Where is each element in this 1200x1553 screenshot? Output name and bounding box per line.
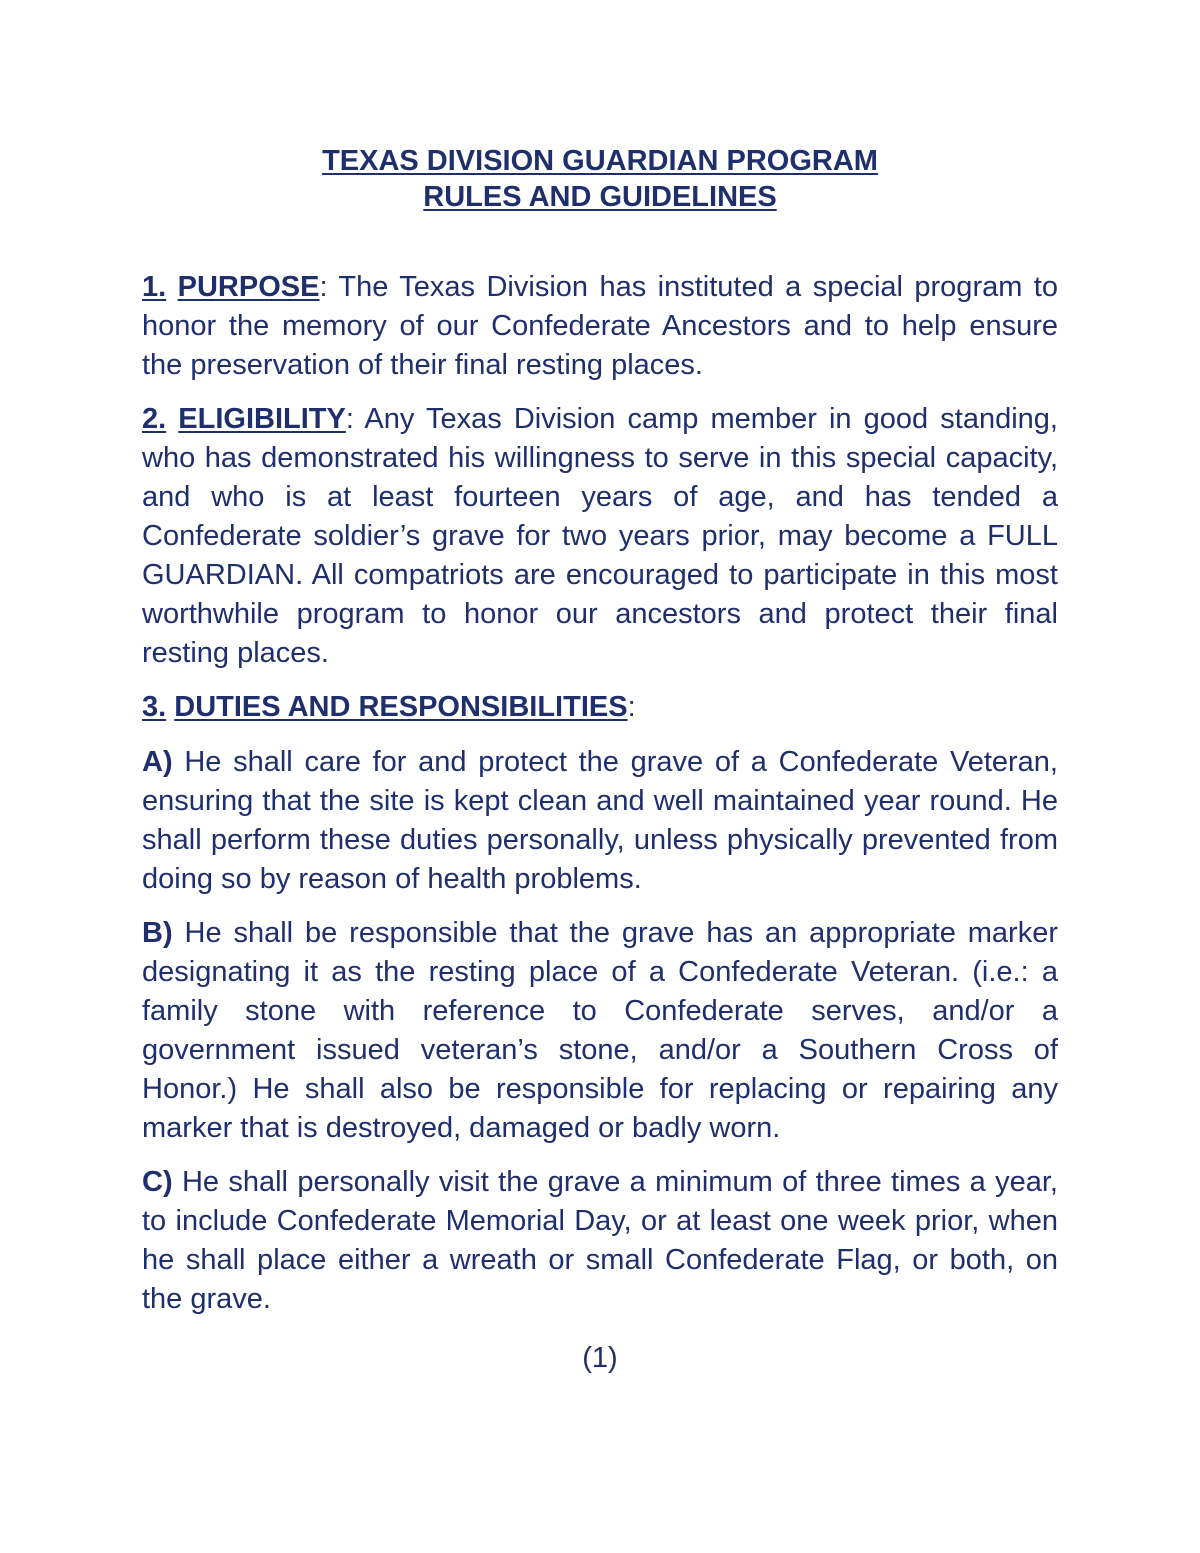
- section-number: 2.: [142, 403, 167, 435]
- section-separator: :: [345, 403, 354, 435]
- section-heading: DUTIES AND RESPONSIBILITIES: [174, 691, 628, 723]
- section-separator: :: [627, 691, 636, 723]
- section-eligibility: [142, 400, 1058, 673]
- duty-item-b: [142, 914, 1058, 1148]
- duty-item-label: C): [142, 1166, 173, 1198]
- page-number: (1): [582, 1342, 618, 1374]
- section-duties-heading: [142, 688, 1058, 727]
- duty-item-label: A): [142, 746, 173, 778]
- duty-item-text: He shall be responsible that the grave has an appropriate marker designating it as the resting place of a Confederate Veteran. (i.e.: a family stone with reference to Confederate serves, and/or a government issued veteran’s stone, and/or a Southern Cross of Honor.) He shall also be responsible for replacing or repairing any marker that is destroyed, damaged or badly worn.: [142, 917, 1058, 1144]
- document-title-line-1: TEXAS DIVISION GUARDIAN PROGRAM: [322, 145, 878, 177]
- section-number: 3.: [142, 691, 167, 723]
- section-heading: ELIGIBILITY: [178, 403, 346, 435]
- section-heading: PURPOSE: [177, 271, 320, 303]
- section-purpose: [142, 268, 1058, 385]
- section-number: 1.: [142, 271, 167, 303]
- duty-item-text: He shall care for and protect the grave of a Confederate Veteran, ensuring that the site is kept clean and well maintained year round. He shall perform these duties personally, unless physically prevented from doing so by reason of health problems.: [142, 746, 1058, 895]
- section-separator: :: [319, 271, 328, 303]
- duty-item-text: He shall personally visit the grave a minimum of three times a year, to include Confederate Memorial Day, or at least one week prior, when he shall place either a wreath or small Confederate Flag, or both, on the grave.: [142, 1166, 1058, 1315]
- section-text: Any Texas Division camp member in good standing, who has demonstrated his willingness to serve in this special capacity, and who is at least fourteen years of age, and has tended a Confederate soldier’s grave for two years prior, may become a FULL GUARDIAN. All compatriots are encouraged to participate in this most worthwhile program to honor our ancestors and protect their final resting places.: [142, 403, 1058, 669]
- duty-item-c: [142, 1163, 1058, 1319]
- section-text: The Texas Division has instituted a special program to honor the memory of our Confederate Ancestors and to help ensure the preservation of their final resting places.: [142, 271, 1058, 381]
- duty-item-a: [142, 743, 1058, 899]
- duty-item-label: B): [142, 917, 173, 949]
- document-title-line-2: RULES AND GUIDELINES: [423, 181, 777, 213]
